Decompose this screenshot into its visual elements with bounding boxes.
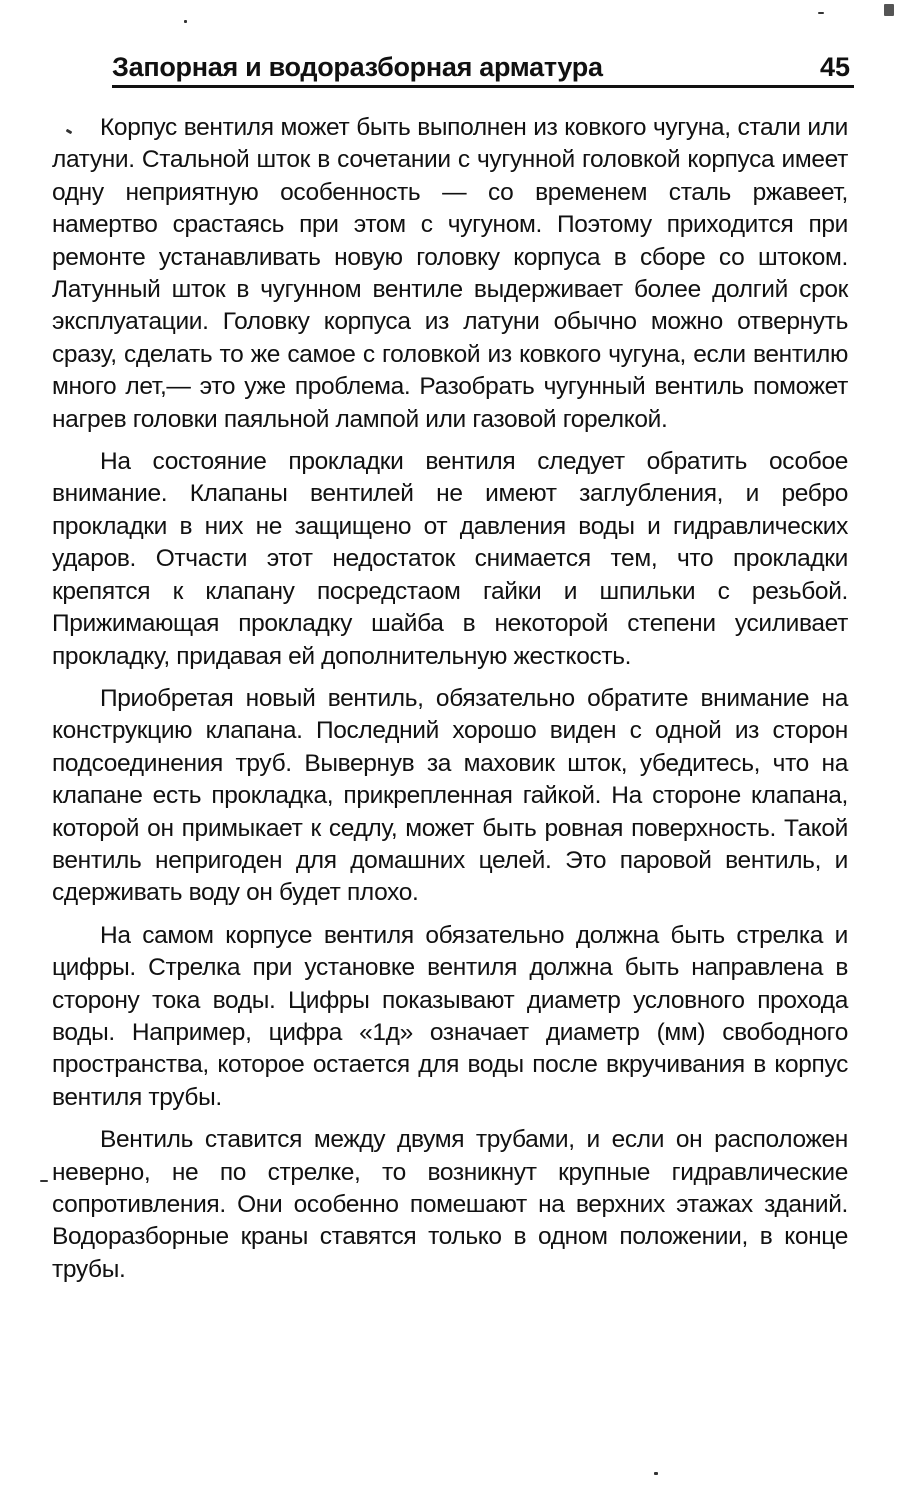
page-number: 45 [819,52,850,82]
scan-speck [818,12,824,14]
paragraph-valve-body-materials: Корпус вентиля может быть выполнен из ковкого чугуна, стали или латуни. Стальной шток в сочетании с чугунной головкой корпуса имеет одну неприятную особенность — со временем сталь ржавеет, намертво срастаясь при этом с чугуном. Поэтому приходится при ремонте устанавливать новую головку корпуса в сборе со штоком. Латунный шток в чугунном вентиле выдерживает более долгий срок эксплуатации. Головку корпуса из латуни обычно можно отвернуть сразу, сделать то же самое с головкой из ковкого чугуна, если вентилю много лет,— это уже проблема. Разобрать чугунный вентиль поможет нагрев головки паяльной лампой или газовой горелкой. [52,114,848,433]
paragraph-valve-installation: Вентиль ставится между двумя трубами, и если он расположен неверно, не по стрелке, то возникнут крупные гидравлические сопротивления. Они особенно помешают на верхних этажах зданий. Водоразборные краны ставятся только в одном положении, в конце трубы. [52,1126,848,1283]
paragraph-buying-new-valve: Приобретая новый вентиль, обязательно обратите внимание на конструкцию клапана. Последний хорошо виден с одной из сторон подсоединения труб. Вывернув за маховик шток, убедитесь, что на клапане есть прокладка, прикрепленная гайкой. На стороне клапана, которой он примыкает к седлу, может быть ровная поверхность. Такой вентиль непригоден для домашних целей. Это паровой вентиль, и сдерживать воду он будет плохо. [52,684,848,907]
body-text [52,112,848,1296]
paragraph-arrow-and-digits: На самом корпусе вентиля обязательно должна быть стрелка и цифры. Стрелка при установке вентиля должна быть направлена в сторону тока воды. Цифры показывают диаметр условного прохода воды. Например, цифра «1д» означает диаметр (мм) свободного пространства, которое остается для воды после вкручивания в корпус вентиля трубы. [52,921,848,1111]
scan-speck [884,4,894,16]
scan-speck [184,20,187,23]
scan-speck [40,1180,48,1182]
paragraph-gasket-condition: На состояние прокладки вентиля следует обратить особое внимание. Клапаны вентилей не имеют заглубления, и ребро прокладки в них не защищено от давления воды и гидравлических ударов. Отчасти этот недостаток снимается тем, что прокладки крепятся к клапану посредстаом гайки и шпильки с резьбой. Прижимающая прокладку шайба в некоторой степени усиливает прокладку, придавая ей дополнительную жесткость. [52,448,848,670]
section-title: Запорная и водоразборная арматура [112,52,603,82]
scan-speck [654,1472,658,1475]
running-header [112,48,854,88]
